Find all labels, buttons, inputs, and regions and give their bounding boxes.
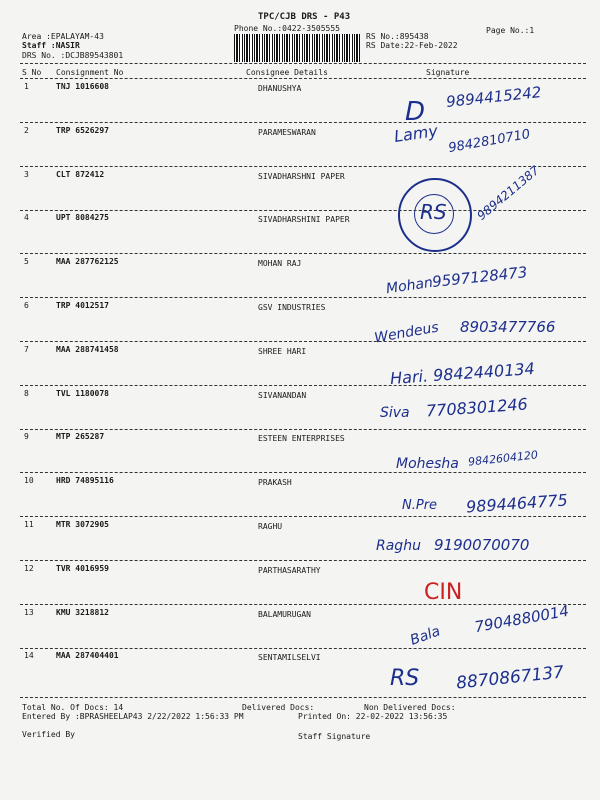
- row-consignment-no: TNJ 1016608: [56, 82, 109, 91]
- row-consignee: MOHAN RAJ: [258, 259, 302, 268]
- staff-label: Staff :NASIR: [22, 41, 80, 50]
- row-consignment-no: MAA 287404401: [56, 651, 119, 660]
- row-divider: [20, 385, 586, 386]
- divider: [20, 697, 586, 698]
- row-sno: 5: [24, 257, 29, 266]
- signature-2: 9842810710: [447, 126, 532, 157]
- row-consignee: PARAMESWARAN: [258, 128, 316, 137]
- verified-by: Verified By: [22, 730, 75, 739]
- row-consignment-no: TRP 4012517: [56, 301, 109, 310]
- row-consignee: BALAMURUGAN: [258, 610, 311, 619]
- row-sno: 13: [24, 608, 34, 617]
- delivered-docs: Delivered Docs:: [242, 703, 315, 712]
- row-consignee: GSV INDUSTRIES: [258, 303, 326, 312]
- signature-6-name: Wendeus: [373, 319, 440, 347]
- drs-number: DRS No. :DCJB89543801: [22, 51, 124, 60]
- signature-11-phone: 9190070070: [434, 536, 530, 554]
- signature-7: Hari. 9842440134: [389, 358, 536, 389]
- signature-10-name: N.Pre: [402, 498, 438, 513]
- row-divider: [20, 560, 586, 561]
- row-consignment-no: KMU 3218812: [56, 608, 109, 617]
- document-title: TPC/CJB DRS - P43: [258, 12, 351, 22]
- barcode: [234, 34, 360, 62]
- signature-6-phone: 8903477766: [460, 318, 556, 336]
- row-divider: [20, 253, 586, 254]
- row-divider: [20, 648, 586, 649]
- row-consignee: SENTAMILSELVI: [258, 653, 321, 662]
- signature-9-phone: 9842604120: [467, 448, 539, 469]
- row-sno: 4: [24, 213, 29, 222]
- row-consignee: SIVADHARSHINI PAPER: [258, 215, 350, 224]
- printed-on: Printed On: 22-02-2022 13:56:35: [298, 712, 448, 721]
- row-consignment-no: MTP 265287: [56, 432, 105, 441]
- row-sno: 1: [24, 82, 29, 91]
- row-sno: 2: [24, 126, 29, 135]
- row-consignment-no: HRD 74895116: [56, 476, 114, 485]
- total-docs: Total No. Of Docs: 14: [22, 703, 124, 712]
- row-consignee: SHREE HARI: [258, 347, 307, 356]
- col-consignment: Consignment No: [56, 68, 124, 77]
- row-consignment-no: MTR 3072905: [56, 520, 109, 529]
- signature-mark: D: [405, 97, 426, 127]
- row-sno: 10: [24, 476, 34, 485]
- row-sno: 14: [24, 651, 34, 660]
- row-consignee: PARTHASARATHY: [258, 566, 321, 575]
- row-consignee: ESTEEN ENTERPRISES: [258, 434, 345, 443]
- phone-number: Phone No.:0422-3505555: [234, 24, 340, 33]
- row-divider: [20, 166, 586, 167]
- page-number: Page No.:1: [486, 26, 535, 35]
- row-consignee: DHANUSHYA: [258, 84, 302, 93]
- signature-mark: Siva: [380, 405, 410, 421]
- signature-mark: RS: [390, 666, 420, 691]
- row-consignment-no: TRP 6526297: [56, 126, 109, 135]
- col-consignee: Consignee Details: [246, 68, 328, 77]
- signature-1: 9894415242: [445, 83, 543, 111]
- row-sno: 6: [24, 301, 29, 310]
- row-sno: 11: [24, 520, 34, 529]
- row-sno: 3: [24, 170, 29, 179]
- row-consignee: SIVADHARSHNI PAPER: [258, 172, 345, 181]
- row-divider: [20, 297, 586, 298]
- rs-date: RS Date:22-Feb-2022: [366, 41, 458, 50]
- row-consignment-no: CLT 872412: [56, 170, 105, 179]
- row-consignee: SIVANANDAN: [258, 391, 307, 400]
- signature-13-phone: 7904880014: [473, 601, 571, 637]
- signature-5-name: Mohan: [385, 274, 434, 298]
- signature-14: 8870867137: [455, 662, 565, 694]
- rs-number: RS No.:895438: [366, 32, 429, 41]
- row-sno: 8: [24, 389, 29, 398]
- row-divider: [20, 604, 586, 605]
- divider: [20, 78, 586, 79]
- divider: [20, 63, 586, 64]
- signature-10-phone: 9894464775: [465, 490, 569, 517]
- row-divider: [20, 429, 586, 430]
- signature-5-phone: 9597128473: [431, 263, 529, 291]
- signature-13-name: Bala: [408, 623, 443, 649]
- staff-signature: Staff Signature: [298, 732, 371, 741]
- cin-mark: CIN: [424, 580, 463, 605]
- row-sno: 12: [24, 564, 34, 573]
- row-sno: 9: [24, 432, 29, 441]
- row-consignment-no: TVR 4016959: [56, 564, 109, 573]
- row-divider: [20, 472, 586, 473]
- row-consignment-no: TVL 1180078: [56, 389, 109, 398]
- col-signature: Signature: [426, 68, 470, 77]
- row-sno: 7: [24, 345, 29, 354]
- row-divider: [20, 516, 586, 517]
- signature-4: 9894211387: [474, 163, 542, 223]
- col-sno: S No: [22, 68, 42, 77]
- row-consignee: PRAKASH: [258, 478, 292, 487]
- signature-mark: Lamy: [392, 121, 439, 146]
- signature-8: 7708301246: [425, 394, 529, 421]
- entered-by: Entered By :BPRASHEELAP43 2/22/2022 1:56:33 PM: [22, 712, 244, 721]
- signature-11-name: Raghu: [376, 538, 421, 554]
- row-divider: [20, 341, 586, 342]
- row-consignment-no: MAA 287762125: [56, 257, 119, 266]
- signature-mark: RS: [420, 200, 447, 224]
- signature-9-name: Mohesha: [396, 456, 459, 472]
- non-delivered-docs: Non Delivered Docs:: [364, 703, 456, 712]
- row-consignment-no: MAA 288741458: [56, 345, 119, 354]
- row-consignee: RAGHU: [258, 522, 283, 531]
- row-consignment-no: UPT 8084275: [56, 213, 109, 222]
- row-divider: [20, 122, 586, 123]
- area-label: Area :EPALAYAM-43: [22, 32, 104, 41]
- row-divider: [20, 210, 586, 211]
